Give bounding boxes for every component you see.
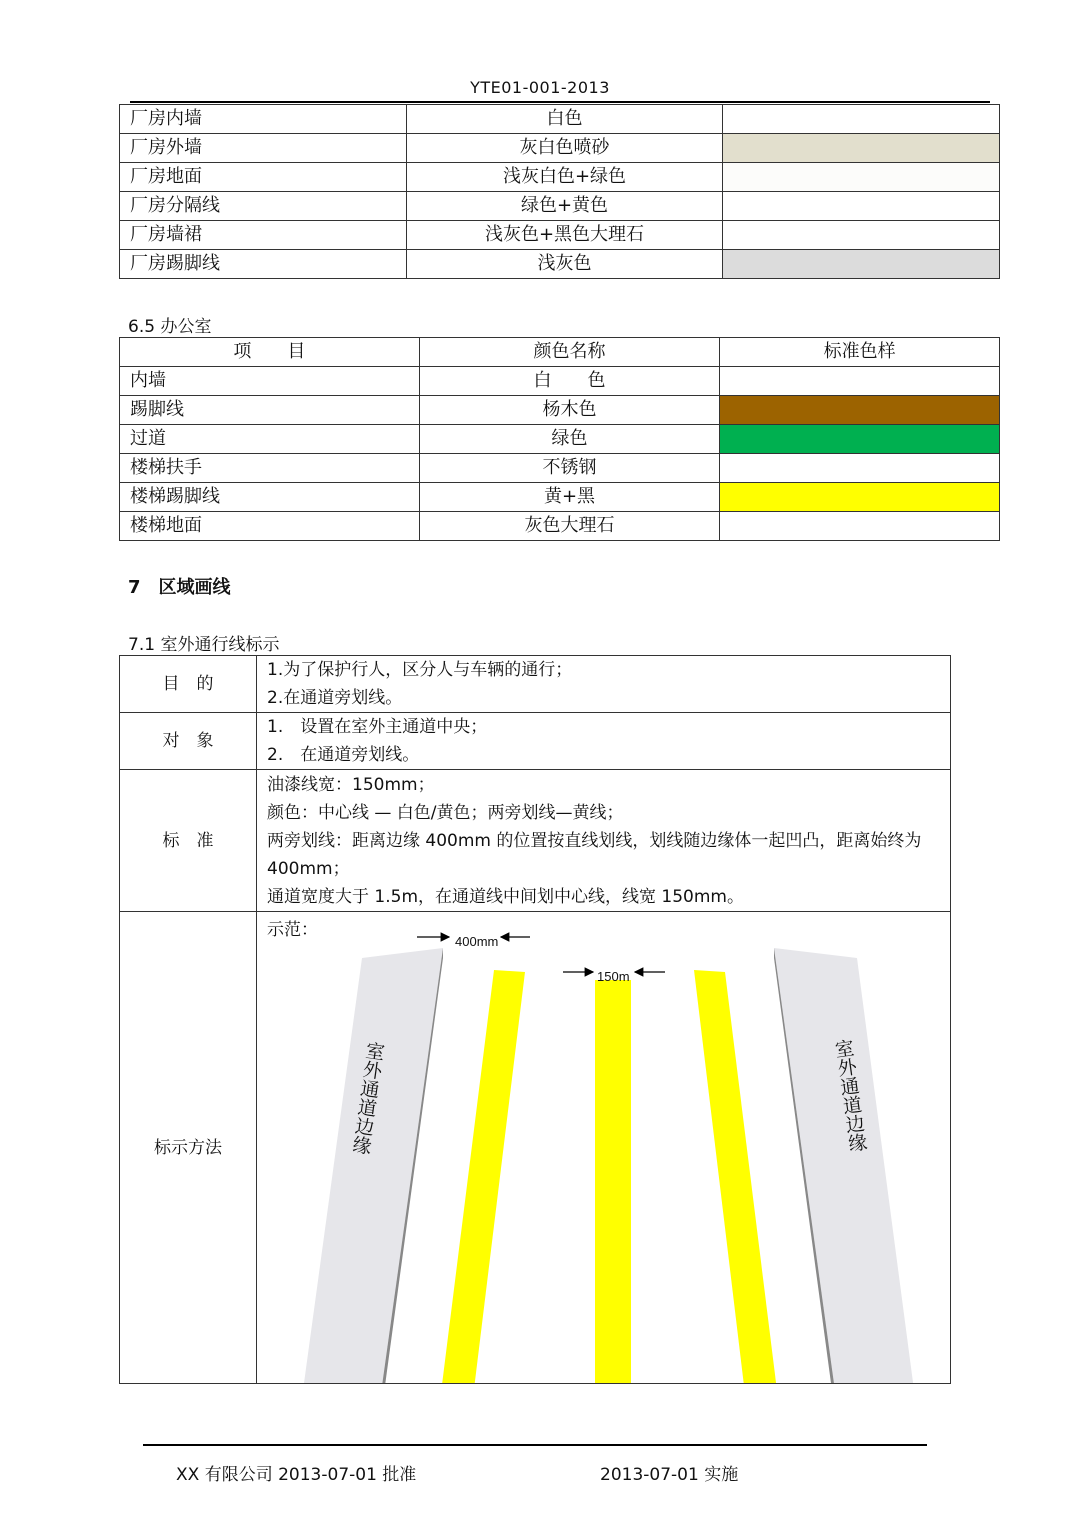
section-7-1-heading: 7.1 室外通行线标示 [128,635,280,655]
color-name-cell: 白 色 [419,367,720,396]
purpose-line: 1.为了保护行人，区分人与车辆的通行； [267,660,573,680]
color-swatch-cell [723,105,1000,134]
table-row [120,454,1000,483]
standard-line: 油漆线宽：150mm； [267,774,435,795]
color-name-cell: 浅灰色+黑色大理石 [406,221,723,250]
standard-line: 颜色：中心线 — 白色/黄色；两旁划线—黄线； [267,802,624,823]
color-name-cell: 绿色 [419,425,720,454]
object-cell [257,713,951,770]
object-line: 2. 在通道旁划线。 [267,745,420,765]
color-name-cell: 灰色大理石 [419,512,720,541]
color-swatch-cell [723,250,1000,279]
item-cell: 楼梯扶手 [120,454,420,483]
item-cell: 踢脚线 [120,396,420,425]
object-label: 对 象 [120,713,257,770]
table-row [120,367,1000,396]
right-edge-label: 室外通道边缘 [833,1037,869,1156]
example-label: 示范： [267,920,318,940]
color-swatch-cell [720,396,1000,425]
item-cell: 楼梯地面 [120,512,420,541]
section-7-heading: 7 区域画线 [128,577,231,598]
footer-approve: XX 有限公司 2013-07-01 批准 [176,1465,417,1485]
footer-rule [143,1444,927,1446]
example-figure [257,912,950,1383]
color-swatch-cell [720,483,1000,512]
factory-color-table [119,104,1000,279]
color-name-cell: 杨木色 [419,396,720,425]
standard-label: 标 准 [120,770,257,912]
color-swatch-cell [720,454,1000,483]
color-name-cell: 不锈钢 [419,454,720,483]
document-number: YTE01-001-2013 [470,78,610,97]
color-name-cell: 浅灰色 [406,250,723,279]
standard-line: 通道宽度大于 1.5m，在通道线中间划中心线，线宽 150mm。 [267,886,744,907]
color-name-cell: 黄+黑 [419,483,720,512]
purpose-line: 2.在通道旁划线。 [267,688,403,708]
center-yellow-line [595,980,631,1383]
item-cell: 厂房踢脚线 [120,250,407,279]
color-swatch-cell [723,192,1000,221]
table-row [120,250,1000,279]
table-row [120,105,1000,134]
purpose-label: 目 的 [120,656,257,713]
item-cell: 厂房外墙 [120,134,407,163]
right-curb-top [774,948,945,1383]
item-cell: 内墙 [120,367,420,396]
color-swatch-cell [723,134,1000,163]
left-curb-top [271,948,443,1383]
outdoor-line-table [119,655,951,1384]
footer-implement: 2013-07-01 实施 [600,1465,739,1485]
method-cell [257,912,951,1384]
method-label: 标示方法 [120,912,257,1384]
color-swatch-cell [720,512,1000,541]
color-name-cell: 绿色+黄色 [406,192,723,221]
item-cell: 厂房地面 [120,163,407,192]
table-row [120,483,1000,512]
color-swatch-cell [723,221,1000,250]
dim-400-label: 400mm [455,934,499,949]
table-row [120,425,1000,454]
standard-cell [257,770,951,912]
item-cell: 厂房分隔线 [120,192,407,221]
item-cell: 过道 [120,425,420,454]
section-6-5-heading: 6.5 办公室 [128,317,212,337]
color-name-cell: 灰白色喷砂 [406,134,723,163]
header-rule [130,101,990,103]
dim-150-label: 150m [597,969,630,984]
office-color-table [119,337,1000,541]
color-swatch-cell [723,163,1000,192]
table-row [120,134,1000,163]
item-cell: 厂房墙裙 [120,221,407,250]
object-line: 1. 设置在室外主通道中央； [267,717,488,737]
standard-line: 两旁划线：距离边缘 400mm 的位置按直线划线，划线随边缘体一起凹凸，距离始终为 400mm； [267,830,922,879]
column-header-item: 项 目 [120,338,420,367]
purpose-cell [257,656,951,713]
color-name-cell: 浅灰白色+绿色 [406,163,723,192]
table-row [120,512,1000,541]
item-cell: 楼梯踢脚线 [120,483,420,512]
column-header-color-name: 颜色名称 [419,338,720,367]
color-name-cell: 白色 [406,105,723,134]
left-edge-label: 室外通道边缘 [350,1040,387,1159]
color-swatch-cell [720,367,1000,396]
table-row [120,221,1000,250]
table-row [120,396,1000,425]
table-row [120,163,1000,192]
table-row [120,192,1000,221]
column-header-swatch: 标准色样 [720,338,1000,367]
color-swatch-cell [720,425,1000,454]
item-cell: 厂房内墙 [120,105,407,134]
